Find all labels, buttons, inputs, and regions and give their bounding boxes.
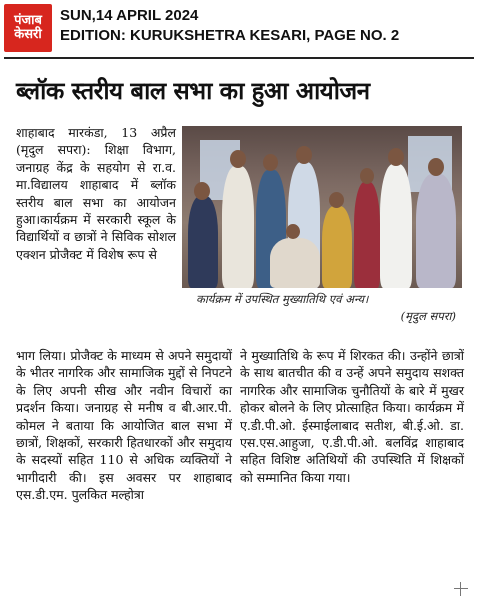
photo-person bbox=[380, 164, 412, 288]
photo-head bbox=[296, 146, 312, 164]
photo-person bbox=[416, 174, 456, 288]
event-photo bbox=[182, 126, 462, 288]
article-column-bottom-right bbox=[240, 347, 464, 486]
logo-line-1: पंजाब bbox=[14, 13, 42, 29]
article-headline: ब्लॉक स्तरीय बाल सभा का हुआ आयोजन bbox=[16, 77, 370, 105]
crosshair-icon bbox=[454, 582, 468, 596]
publication-date: SUN,14 APRIL 2024 bbox=[60, 7, 199, 24]
newspaper-logo bbox=[4, 4, 52, 52]
article-text-part-1: शाहाबाद मारकंडा, 13 अप्रैल (मृदुल सपरा): शिक्षा विभाग, जनाग्रह केंद्र के सहयोग से रा.व. मा.विद्यालय शाहाबाद में ब्लॉक स्तरीय बाल सभा का आयोजन हुआ।कार्यक्रम में सरकारी स्कूल के विद्यार्थियों व छात्रों ने सिविक सोशल एक्शन प्रोजैक्ट में विशेष रूप से bbox=[16, 125, 176, 262]
photo-head bbox=[428, 158, 444, 176]
photo-caption bbox=[182, 292, 462, 324]
photo-person bbox=[322, 206, 352, 288]
photo-head bbox=[360, 168, 374, 184]
article-text-part-2: भाग लिया। प्रोजैक्ट के माध्यम से अपने समुदायों के भीतर नागरिक और सामाजिक मुद्दों से निपटने के लिए अपनी सीख और नवीन विचारों का प्रदर्शन किया। जनाग्रह से मनीष व बी.आर.पी. कोमल ने बताया कि आयोजित बाल सभा में छात्रों, शिक्षकों, सरकारी हितधारकों और समुदाय के सदस्यों सहित 110 से अधिक व्यक्तियों ने भागीदारी की। इस अवसर पर शाहाबाद एस.डी.एम. पुलकित मल्होत्रा bbox=[16, 348, 232, 503]
photo-head bbox=[329, 192, 344, 208]
photo-head bbox=[263, 154, 278, 171]
photo-head bbox=[286, 224, 300, 239]
article-column-bottom-left bbox=[16, 347, 232, 504]
logo-line-2: केसरी bbox=[14, 27, 42, 42]
photo-person bbox=[270, 238, 320, 288]
article-column-top-left bbox=[16, 124, 176, 263]
photo-person bbox=[222, 166, 254, 288]
header-divider bbox=[4, 57, 474, 59]
photo-head bbox=[388, 148, 404, 166]
photo-person bbox=[354, 182, 380, 288]
caption-text: कार्यक्रम में उपस्थित मुख्यातिथि एवं अन्य। bbox=[196, 292, 369, 306]
photo-credit: (मृदुल सपरा) bbox=[400, 309, 456, 323]
photo-head bbox=[230, 150, 246, 168]
photo-person bbox=[188, 196, 218, 288]
edition-info bbox=[60, 6, 399, 46]
article-text-part-3: ने मुख्यातिथि के रूप में शिरकत की। उन्होंने छात्रों के साथ बातचीत की व उन्हें अपने समुदाय सशक्त नागरिक और सामाजिक चुनौतियों के बारे में मुखर होकर बोलने के लिए प्रोत्साहित किया। कार्यक्रम में ए.डी.पी.ओ. ईस्माईलाबाद सतीश, बी.ई.ओ. डा. एस.एस.आहुजा, ए.डी.पी.ओ. बलविंद्र शाहाबाद सहित विशिष्ट अतिथियों की उपस्थिति में शिक्षकों को सम्मानित किया गया। bbox=[240, 348, 464, 485]
photo-head bbox=[194, 182, 210, 200]
edition-line: EDITION: KURUKSHETRA KESARI, PAGE NO. 2 bbox=[60, 27, 400, 44]
